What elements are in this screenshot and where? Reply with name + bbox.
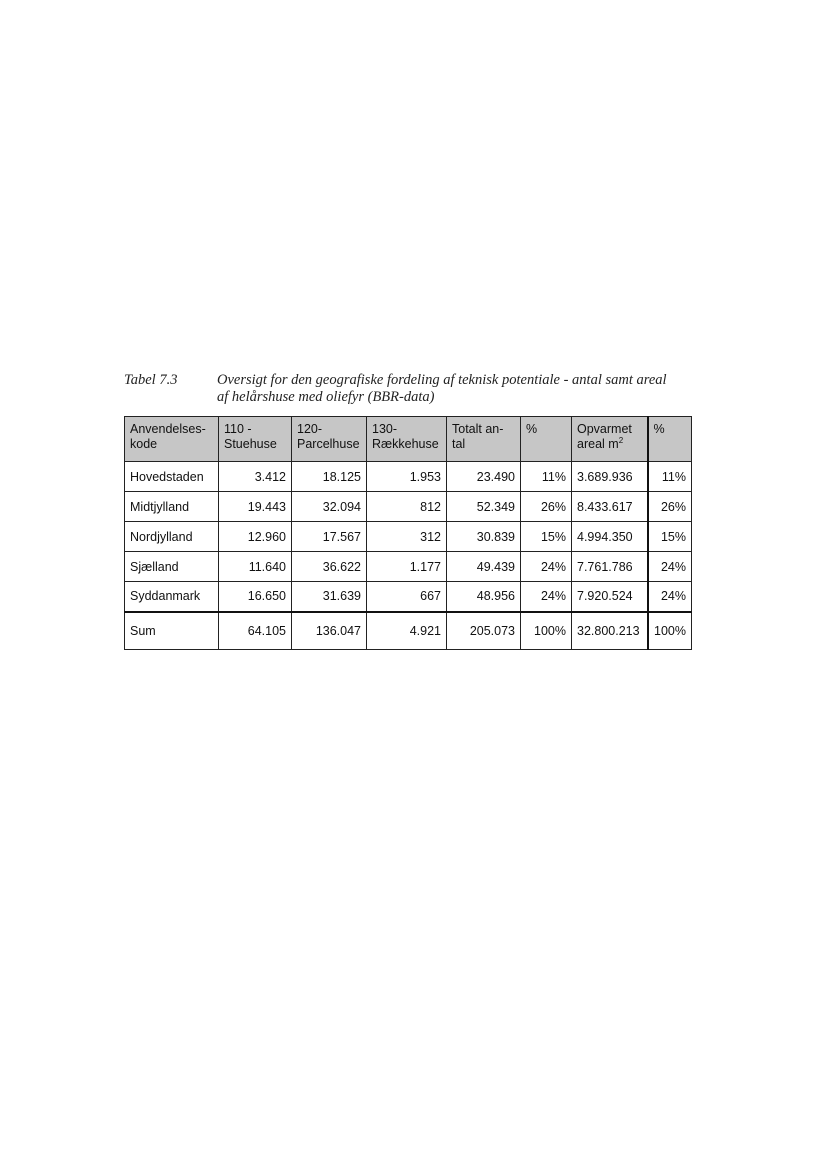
cell-totalt-antal: 205.073	[447, 612, 521, 650]
header-opvarmet-areal: Opvarmet areal $m^2$	[572, 417, 648, 462]
cell-areal-percent: 100%	[648, 612, 692, 650]
table-row	[125, 522, 692, 552]
cell-antal-percent: 100%	[521, 612, 572, 650]
header-raekkehuse: 130- Rækkehuse	[367, 417, 447, 462]
cell-areal-percent: 24%	[648, 582, 692, 612]
table-row	[125, 492, 692, 522]
cell-totalt-antal: 52.349	[447, 492, 521, 522]
table-caption-label: Tabel 7.3	[124, 372, 178, 388]
cell-region: Syddanmark	[125, 582, 219, 612]
cell-raekkehuse: 312	[367, 522, 447, 552]
cell-stuehuse: 64.105	[219, 612, 292, 650]
cell-raekkehuse: 4.921	[367, 612, 447, 650]
cell-parcelhuse: 18.125	[292, 462, 367, 492]
header-antal-percent: %	[521, 417, 572, 462]
cell-antal-percent: 24%	[521, 552, 572, 582]
cell-parcelhuse: 17.567	[292, 522, 367, 552]
cell-raekkehuse: 812	[367, 492, 447, 522]
table-row	[125, 462, 692, 492]
cell-totalt-antal: 30.839	[447, 522, 521, 552]
cell-region: Nordjylland	[125, 522, 219, 552]
cell-totalt-antal: 48.956	[447, 582, 521, 612]
cell-totalt-antal: 49.439	[447, 552, 521, 582]
table-sum-row	[125, 612, 692, 650]
cell-stuehuse: 19.443	[219, 492, 292, 522]
cell-opvarmet-areal: 7.920.524	[572, 582, 648, 612]
cell-region: Midtjylland	[125, 492, 219, 522]
header-parcelhuse: 120- Parcelhuse	[292, 417, 367, 462]
cell-opvarmet-areal: 7.761.786	[572, 552, 648, 582]
cell-parcelhuse: 36.622	[292, 552, 367, 582]
cell-totalt-antal: 23.490	[447, 462, 521, 492]
cell-parcelhuse: 136.047	[292, 612, 367, 650]
cell-areal-percent: 24%	[648, 552, 692, 582]
cell-opvarmet-areal: 8.433.617	[572, 492, 648, 522]
cell-stuehuse: 16.650	[219, 582, 292, 612]
cell-raekkehuse: 1.953	[367, 462, 447, 492]
cell-areal-percent: 11%	[648, 462, 692, 492]
oil-burner-houses-table	[124, 416, 692, 650]
cell-stuehuse: 11.640	[219, 552, 292, 582]
cell-areal-percent: 15%	[648, 522, 692, 552]
cell-opvarmet-areal: 32.800.213	[572, 612, 648, 650]
header-stuehuse: 110 - Stuehuse	[219, 417, 292, 462]
cell-region: Sjælland	[125, 552, 219, 582]
table-caption-text: Oversigt for den geografiske fordeling af teknisk potentiale - antal samt areal af helårshuse med oliefyr (BBR-data)	[217, 372, 667, 405]
table-row	[125, 552, 692, 582]
cell-parcelhuse: 31.639	[292, 582, 367, 612]
cell-antal-percent: 15%	[521, 522, 572, 552]
table-row	[125, 582, 692, 612]
cell-raekkehuse: 667	[367, 582, 447, 612]
cell-region: Sum	[125, 612, 219, 650]
table-header-row	[125, 417, 692, 462]
header-anvendelseskode: Anvendelses- kode	[125, 417, 219, 462]
cell-parcelhuse: 32.094	[292, 492, 367, 522]
header-areal-percent: %	[648, 417, 692, 462]
cell-opvarmet-areal: 3.689.936	[572, 462, 648, 492]
cell-raekkehuse: 1.177	[367, 552, 447, 582]
cell-stuehuse: 3.412	[219, 462, 292, 492]
cell-region: Hovedstaden	[125, 462, 219, 492]
cell-antal-percent: 26%	[521, 492, 572, 522]
cell-stuehuse: 12.960	[219, 522, 292, 552]
cell-antal-percent: 11%	[521, 462, 572, 492]
cell-opvarmet-areal: 4.994.350	[572, 522, 648, 552]
cell-areal-percent: 26%	[648, 492, 692, 522]
header-totalt-antal: Totalt an- tal	[447, 417, 521, 462]
cell-antal-percent: 24%	[521, 582, 572, 612]
